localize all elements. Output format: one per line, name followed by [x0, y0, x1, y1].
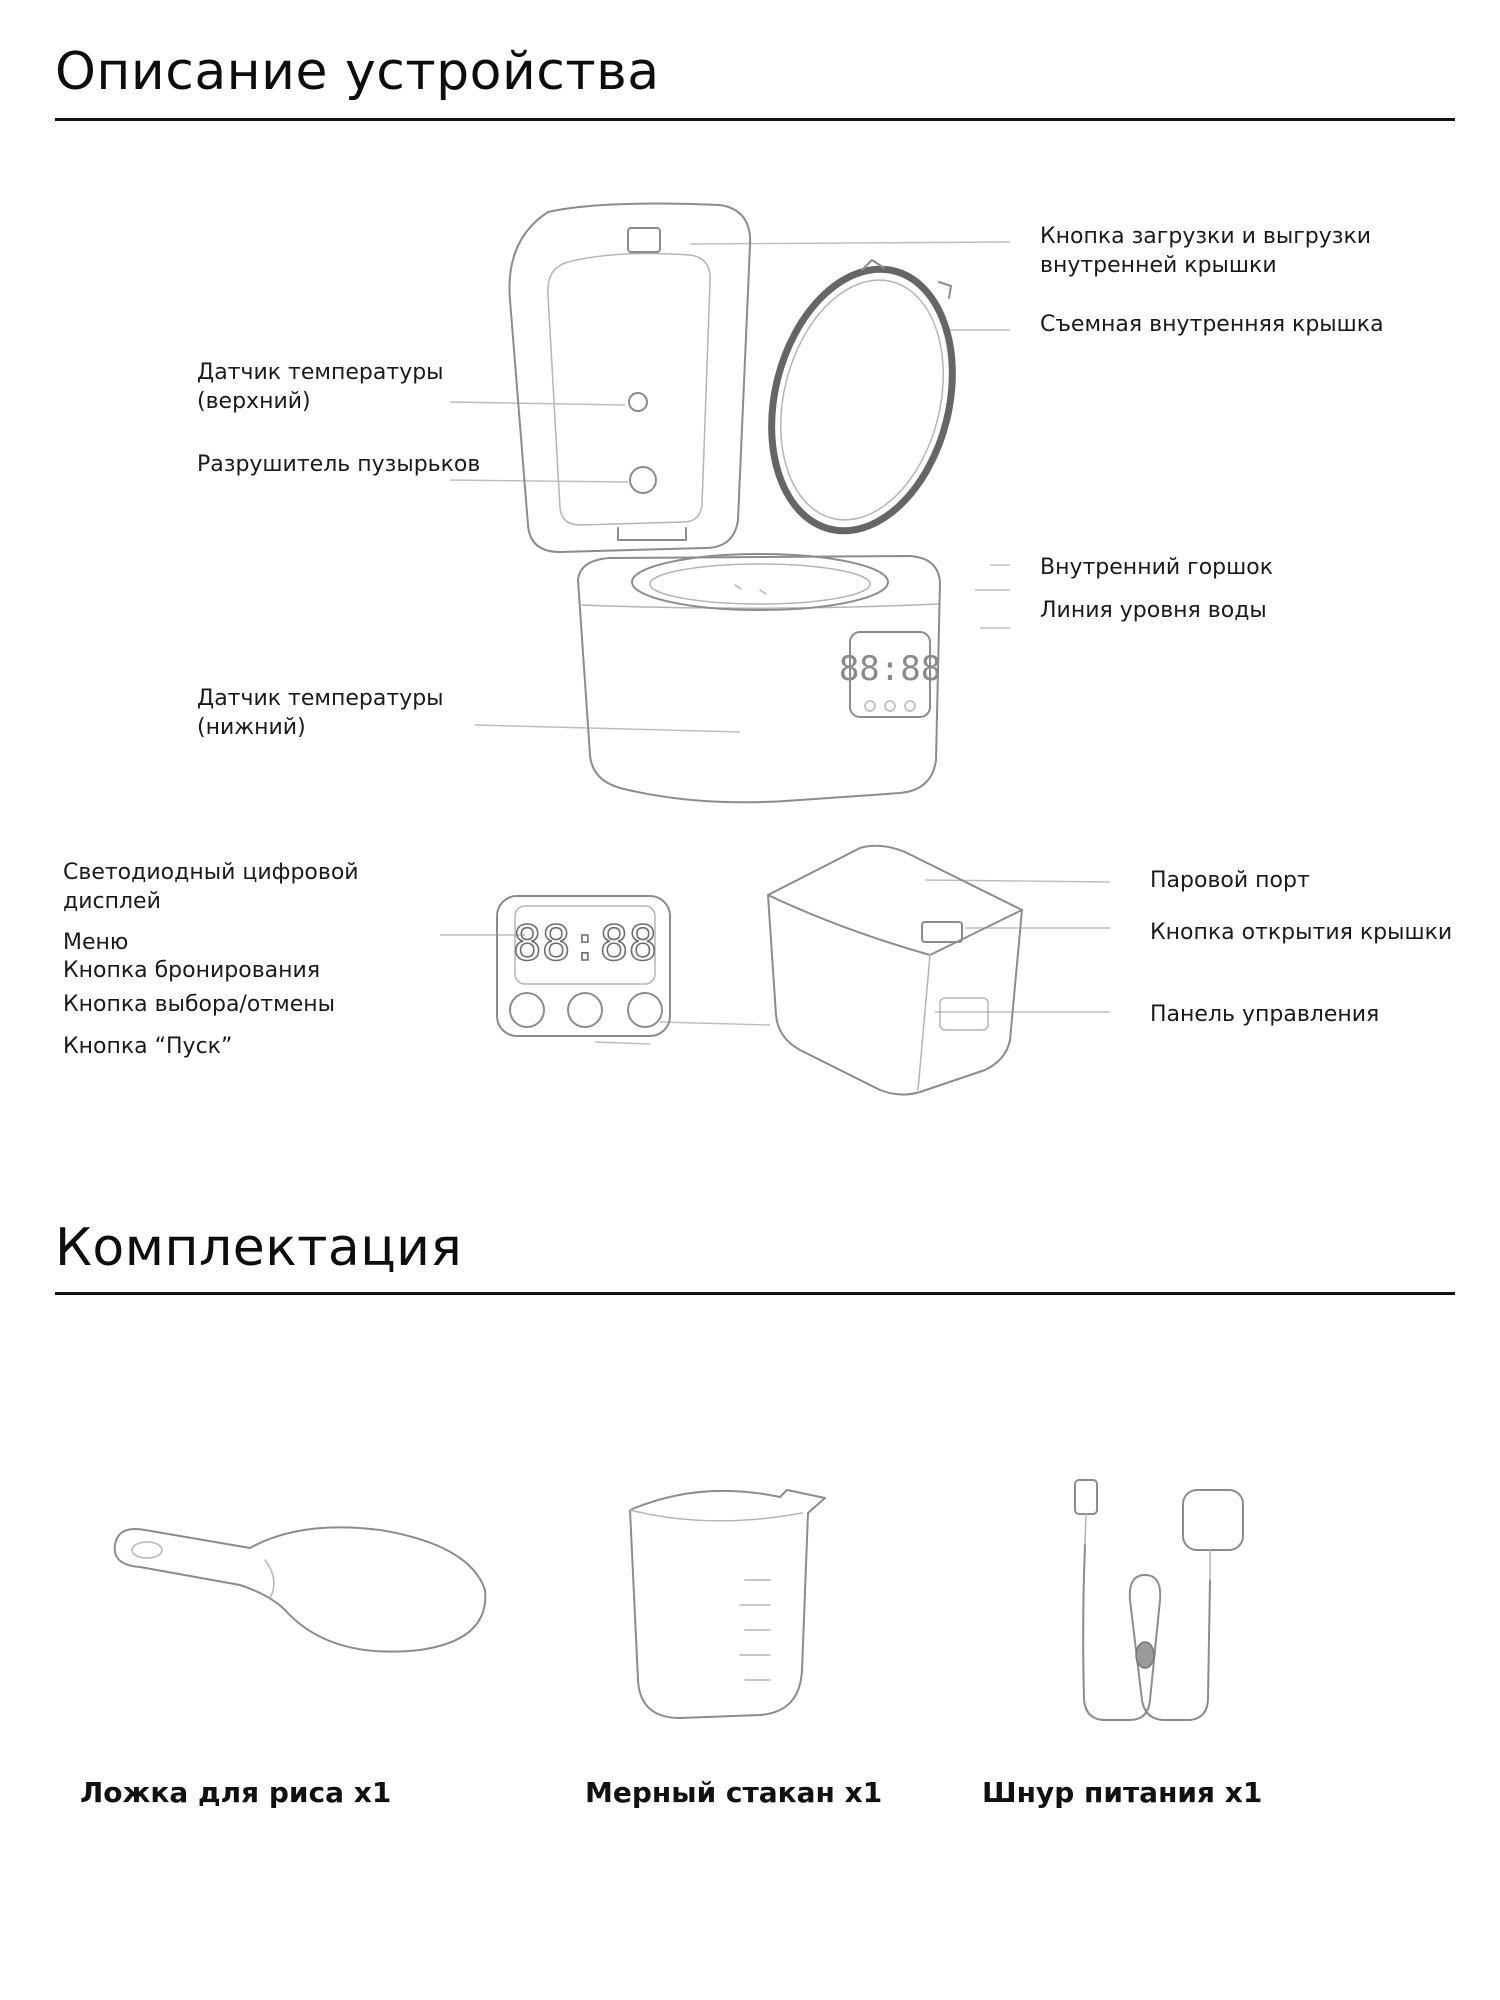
label-led-display: Светодиодный цифровой дисплей — [63, 860, 359, 914]
rice-cooker-closed-drawing — [768, 846, 1022, 1095]
start-button-drawing — [628, 993, 662, 1027]
rice-spoon-icon — [115, 1527, 486, 1651]
label-menu: Меню — [63, 930, 129, 955]
select-button-drawing — [568, 993, 602, 1027]
label-start-button: Кнопка “Пуск” — [63, 1034, 233, 1059]
label-lid-open-button: Кнопка открытия крышки — [1150, 920, 1453, 945]
label-control-panel: Панель управления — [1150, 1002, 1380, 1027]
measuring-cup-icon — [630, 1490, 825, 1718]
inner-lid-drawing — [745, 250, 978, 550]
power-cord-icon — [1075, 1480, 1243, 1720]
rice-cooker-open-drawing — [509, 204, 941, 803]
label-steam-port: Паровой порт — [1150, 868, 1310, 893]
label-inner-lid-button: Кнопка загрузки и выгрузки внутренней крышки — [1040, 224, 1372, 278]
control-panel-drawing — [497, 896, 670, 1036]
caption-measuring-cup: Мерный стакан x1 — [585, 1776, 883, 1809]
label-temp-sensor-bottom: Датчик температуры (нижний) — [197, 686, 444, 740]
caption-power-cord: Шнур питания x1 — [982, 1776, 1263, 1809]
section-title-package: Комплектация — [55, 1218, 463, 1278]
label-removable-inner-lid: Съемная внутренняя крышка — [1040, 312, 1384, 337]
label-select-cancel-button: Кнопка выбора/отмены — [63, 992, 335, 1017]
label-bubble-breaker: Разрушитель пузырьков — [197, 452, 481, 477]
label-water-level-line: Линия уровня воды — [1040, 598, 1267, 623]
label-reservation-button: Кнопка бронирования — [63, 958, 321, 983]
section-divider — [55, 1292, 1455, 1295]
panel-led-digits: 88:88 — [512, 916, 658, 972]
caption-rice-spoon: Ложка для риса x1 — [80, 1776, 392, 1809]
section-title-description: Описание устройства — [55, 42, 660, 102]
label-inner-pot: Внутренний горшок — [1040, 555, 1274, 580]
svg-text:88:88: 88:88 — [838, 649, 942, 689]
label-temp-sensor-top: Датчик температуры (верхний) — [197, 360, 444, 414]
reservation-button-drawing — [510, 993, 544, 1027]
